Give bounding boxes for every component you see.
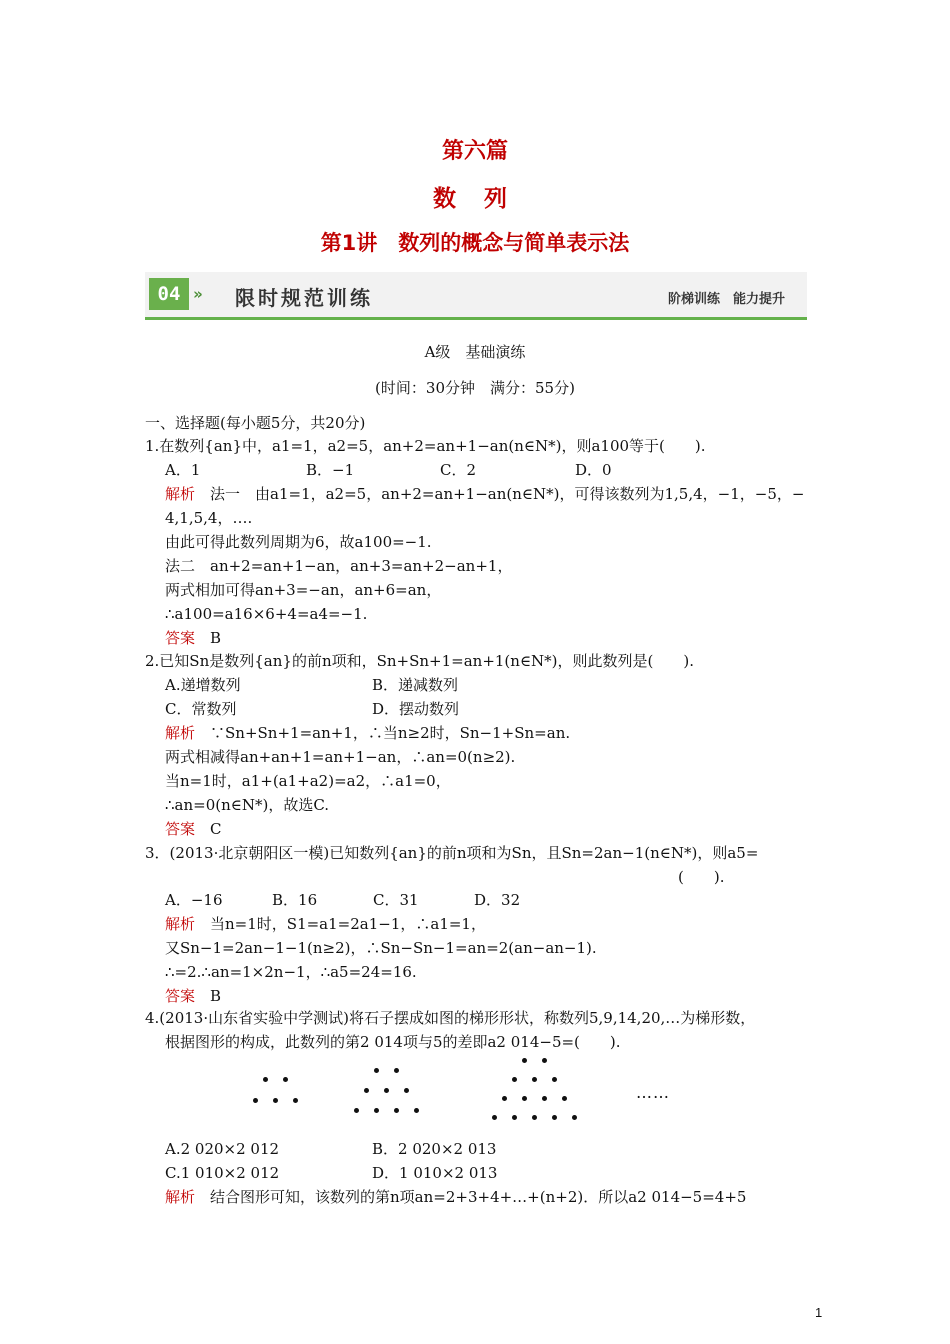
q2-solution-line: 两式相减得an+an+1=an+1−an，∴an=0(n≥2). (165, 748, 516, 766)
q1-option-b: B．−1 (306, 461, 355, 479)
q2-answer-label: 答案 (165, 820, 196, 838)
q3-stem: 3．(2013·北京朝阳区一模)已知数列{an}的前n项和为Sn，且Sn=2an−1(n∈N*)，则a5= (145, 844, 759, 862)
q4-option-b: B．2 020×2 013 (372, 1140, 497, 1158)
q4-stem: 根据图形的构成，此数列的第2 014项与5的差即a2 014−5=( ). (165, 1033, 621, 1051)
q3-solution-line: ∴=2.∴an=1×2n−1，∴a5=24=16. (165, 963, 417, 981)
time-info: (时间：30分钟 满分：55分) (375, 379, 575, 397)
q2-answer: C (195, 820, 222, 838)
stone-dot (552, 1115, 557, 1120)
stone-dot (552, 1077, 557, 1082)
q2-solution-line: 当n=1时，a1+(a1+a2)=a2，∴a1=0， (165, 772, 451, 790)
stone-dot (394, 1108, 399, 1113)
q4-analysis-label: 解析 (165, 1188, 196, 1206)
level-heading: A级 基础演练 (424, 343, 526, 361)
section-heading: 一、选择题(每小题5分，共20分) (145, 414, 366, 432)
q3-option-c: C．31 (373, 891, 419, 909)
q4-option-c: C.1 010×2 012 (165, 1164, 280, 1182)
stone-dot (512, 1115, 517, 1120)
stone-dot (364, 1088, 369, 1093)
lesson-title: 第1讲 数列的概念与简单表示法 (320, 231, 630, 255)
q4-option-a: A.2 020×2 012 (165, 1140, 280, 1158)
stone-dot (354, 1108, 359, 1113)
q1-solution-line: 由此可得此数列周期为6，故a100=−1. (165, 533, 432, 551)
q2-stem: 2.已知Sn是数列{an}的前n项和，Sn+Sn+1=an+1(n∈N*)，则此数列是( ). (145, 652, 695, 670)
stone-dot (293, 1098, 298, 1103)
stone-dot (374, 1108, 379, 1113)
section-banner (145, 272, 807, 320)
stone-dot (414, 1108, 419, 1113)
q1-solution-line: 两式相加可得an+3=−an，an+6=an， (165, 581, 442, 599)
q2-solution-line: ∴an=0(n∈N*)，故选C. (165, 796, 330, 814)
part-title: 第六篇 (441, 139, 508, 164)
stone-dot (384, 1088, 389, 1093)
q1-solution-line: 法一 由a1=1，a2=5，an+2=an+1−an(n∈N*)，可得该数列为1,5,4，−1，−5，− (195, 485, 805, 503)
q2-analysis-label: 解析 (165, 724, 196, 742)
q2-option-c: C．常数列 (165, 700, 237, 718)
stone-dot (522, 1058, 527, 1063)
stone-dot (283, 1077, 288, 1082)
stone-dot (374, 1068, 379, 1073)
q4-option-d: D．1 010×2 013 (372, 1164, 498, 1182)
q3-option-a: A．−16 (165, 891, 223, 909)
q2-option-a: A.递增数列 (165, 676, 241, 694)
stone-dot (532, 1115, 537, 1120)
stone-dot (562, 1096, 567, 1101)
stone-dot (273, 1098, 278, 1103)
stone-dot (263, 1077, 268, 1082)
q1-option-a: A．1 (165, 461, 201, 479)
q1-solution-line: ∴a100=a16×6+4=a4=−1. (165, 605, 368, 623)
q3-answer-label: 答案 (165, 987, 196, 1005)
q3-solution-line: 又Sn−1=2an−1−1(n≥2)，∴Sn−Sn−1=an=2(an−an−1). (165, 939, 597, 957)
q1-analysis-label: 解析 (165, 485, 196, 503)
q3-answer: B (195, 987, 222, 1005)
q1-solution-line: 4,1,5,4，…. (165, 509, 253, 527)
q3-analysis-label: 解析 (165, 915, 196, 933)
stone-dot (502, 1096, 507, 1101)
chapter-title: 数 列 (432, 186, 517, 212)
stone-dot (522, 1096, 527, 1101)
banner-badge: 04 (149, 278, 189, 310)
figure-continuation: …… (636, 1083, 670, 1102)
q3-solution-line: 当n=1时，S1=a1=2a1−1，∴a1=1， (195, 915, 486, 933)
stone-dot (542, 1058, 547, 1063)
q2-option-b: B．递减数列 (372, 676, 459, 694)
banner-subtitle: 阶梯训练 能力提升 (667, 292, 785, 307)
q1-answer: B (195, 629, 222, 647)
stone-dot (404, 1088, 409, 1093)
q1-solution-line: 法二 an+2=an+1−an，an+3=an+2−an+1， (165, 557, 513, 575)
q3-stem-end: ( ). (678, 868, 725, 886)
q1-answer-label: 答案 (165, 629, 196, 647)
stone-dot (394, 1068, 399, 1073)
q1-option-c: C．2 (440, 461, 477, 479)
stone-dot (542, 1096, 547, 1101)
stone-dot (532, 1077, 537, 1082)
q2-solution-line: ∵Sn+Sn+1=an+1，∴当n≥2时，Sn−1+Sn=an. (195, 724, 571, 742)
stone-dot (492, 1115, 497, 1120)
q1-stem: 1.在数列{an}中，a1=1，a2=5，an+2=an+1−an(n∈N*)，则a100等于( ). (145, 437, 706, 455)
q3-option-d: D．32 (474, 891, 521, 909)
q2-option-d: D．摆动数列 (372, 700, 460, 718)
banner-title: 限时规范训练 (235, 286, 373, 310)
q3-option-b: B．16 (272, 891, 318, 909)
stone-dot (572, 1115, 577, 1120)
q1-option-d: D．0 (575, 461, 612, 479)
stone-dot (512, 1077, 517, 1082)
stone-dot (253, 1098, 258, 1103)
page-number: 1 (815, 1305, 823, 1320)
q4-stem: 4.(2013·山东省实验中学测试)将石子摆成如图的梯形形状，称数列5,9,14,20,…为梯形数， (145, 1009, 756, 1027)
chevron-right-icon: » (193, 285, 203, 303)
q4-solution-line: 结合图形可知，该数列的第n项an=2+3+4+…+(n+2)．所以a2 014−5=4+5 (195, 1188, 747, 1206)
